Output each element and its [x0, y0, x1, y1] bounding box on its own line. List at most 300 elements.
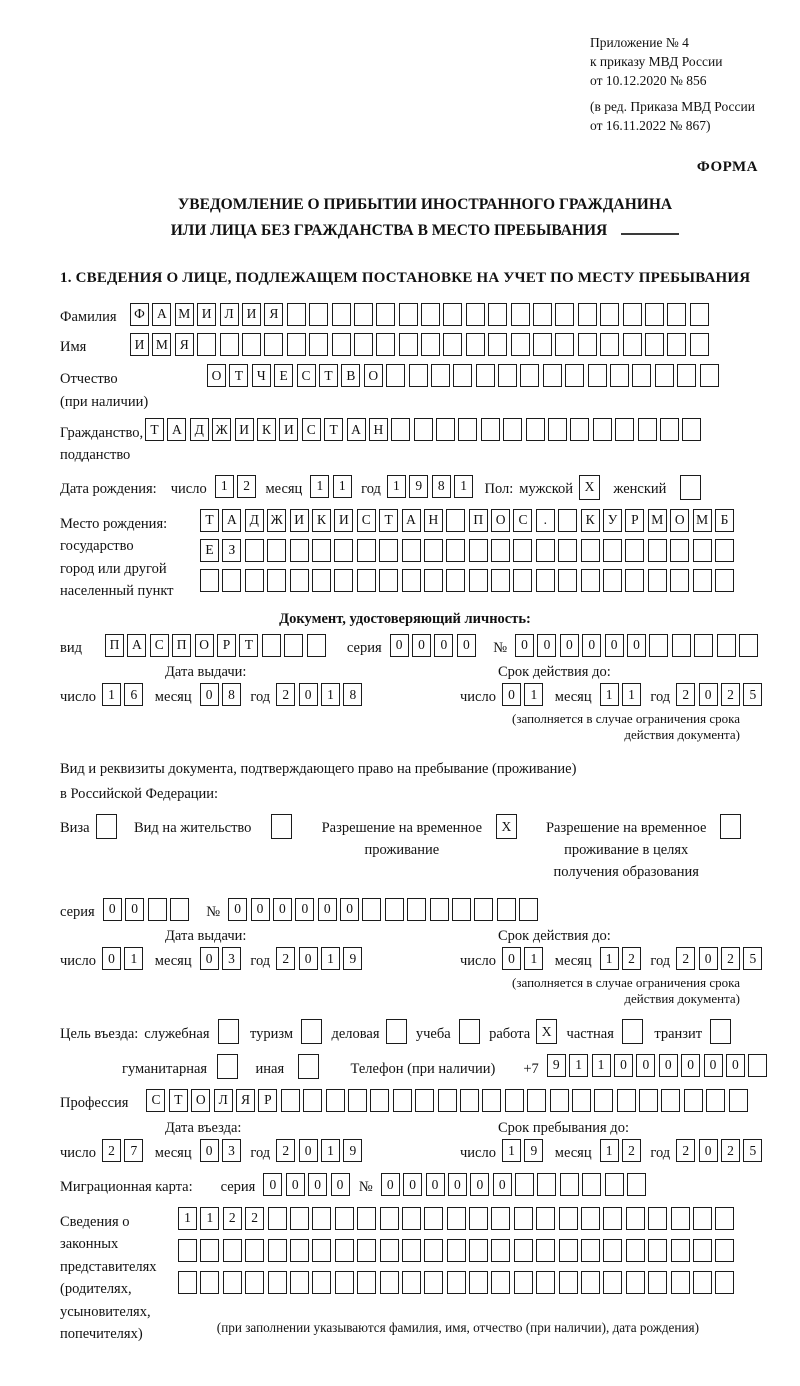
char-cell[interactable]	[443, 303, 462, 326]
char-cell[interactable]	[559, 1271, 578, 1294]
char-cell[interactable]	[264, 333, 283, 356]
char-cell[interactable]	[693, 569, 712, 592]
char-cell[interactable]: 1	[569, 1054, 588, 1077]
char-cell[interactable]	[268, 1239, 287, 1262]
char-cell[interactable]	[559, 1207, 578, 1230]
char-cell[interactable]: 0	[273, 898, 292, 921]
char-cell[interactable]: 1	[387, 475, 406, 498]
char-cell[interactable]: 1	[310, 475, 329, 498]
char-cell[interactable]	[334, 539, 353, 562]
surname-cells[interactable]	[130, 303, 712, 326]
char-cell[interactable]: М	[648, 509, 667, 532]
char-cell[interactable]: 1	[102, 683, 121, 706]
char-cell[interactable]	[667, 303, 686, 326]
char-cell[interactable]: 1	[124, 947, 143, 970]
char-cell[interactable]: Т	[379, 509, 398, 532]
char-cell[interactable]	[309, 303, 328, 326]
doc-number-cells[interactable]	[515, 634, 761, 657]
char-cell[interactable]: 9	[343, 947, 362, 970]
char-cell[interactable]	[312, 569, 331, 592]
char-cell[interactable]	[693, 1271, 712, 1294]
char-cell[interactable]	[617, 1089, 636, 1112]
char-cell[interactable]	[581, 1207, 600, 1230]
char-cell[interactable]: 5	[743, 1139, 762, 1162]
char-cell[interactable]: О	[491, 509, 510, 532]
char-cell[interactable]	[558, 569, 577, 592]
temp-residence-checkbox[interactable]	[496, 814, 520, 839]
char-cell[interactable]	[466, 333, 485, 356]
char-cell[interactable]	[581, 569, 600, 592]
char-cell[interactable]	[693, 1207, 712, 1230]
char-cell[interactable]	[693, 539, 712, 562]
char-cell[interactable]: 1	[524, 683, 543, 706]
char-cell[interactable]	[402, 539, 421, 562]
char-cell[interactable]: К	[581, 509, 600, 532]
char-cell[interactable]	[667, 333, 686, 356]
char-cell[interactable]: С	[513, 509, 532, 532]
char-cell[interactable]	[312, 1207, 331, 1230]
char-cell[interactable]: 1	[321, 947, 340, 970]
char-cell[interactable]	[555, 333, 574, 356]
char-cell[interactable]	[379, 569, 398, 592]
char-cell[interactable]	[312, 539, 331, 562]
sex-female-checkbox[interactable]	[680, 475, 704, 500]
char-cell[interactable]: С	[150, 634, 169, 657]
char-cell[interactable]	[267, 569, 286, 592]
char-cell[interactable]: Ж	[212, 418, 231, 441]
char-cell[interactable]: Ч	[252, 364, 271, 387]
char-cell[interactable]	[399, 333, 418, 356]
char-cell[interactable]: 0	[299, 683, 318, 706]
char-cell[interactable]: Н	[369, 418, 388, 441]
birth-place-row2-cells[interactable]	[200, 539, 737, 562]
char-cell[interactable]	[357, 569, 376, 592]
char-cell[interactable]	[533, 333, 552, 356]
char-cell[interactable]: 1	[600, 947, 619, 970]
char-cell[interactable]	[626, 1239, 645, 1262]
char-cell[interactable]: Е	[200, 539, 219, 562]
char-cell[interactable]: 0	[726, 1054, 745, 1077]
char-cell[interactable]	[648, 539, 667, 562]
char-cell[interactable]	[671, 1207, 690, 1230]
char-cell[interactable]: О	[191, 1089, 210, 1112]
char-cell[interactable]	[200, 1271, 219, 1294]
permit-issue-year-cells[interactable]	[276, 947, 366, 970]
permit-series-cells[interactable]	[103, 898, 193, 921]
char-cell[interactable]	[370, 1089, 389, 1112]
char-cell[interactable]	[648, 569, 667, 592]
char-cell[interactable]	[446, 569, 465, 592]
char-cell[interactable]	[627, 1173, 646, 1196]
char-cell[interactable]	[290, 569, 309, 592]
char-cell[interactable]	[610, 364, 629, 387]
char-cell[interactable]: 1	[524, 947, 543, 970]
char-cell[interactable]	[407, 898, 426, 921]
char-cell[interactable]: И	[242, 303, 261, 326]
char-cell[interactable]: 1	[600, 683, 619, 706]
char-cell[interactable]: Т	[169, 1089, 188, 1112]
char-cell[interactable]	[536, 539, 555, 562]
char-cell[interactable]	[376, 303, 395, 326]
stay-month-cells[interactable]	[600, 1139, 645, 1162]
char-cell[interactable]	[623, 333, 642, 356]
char-cell[interactable]	[581, 1271, 600, 1294]
char-cell[interactable]	[748, 1054, 767, 1077]
char-cell[interactable]	[533, 303, 552, 326]
char-cell[interactable]: 0	[502, 947, 521, 970]
char-cell[interactable]: 5	[743, 947, 762, 970]
patronymic-cells[interactable]	[207, 364, 722, 387]
char-cell[interactable]	[148, 898, 167, 921]
char-cell[interactable]: 9	[547, 1054, 566, 1077]
char-cell[interactable]	[357, 1239, 376, 1262]
char-cell[interactable]	[526, 418, 545, 441]
char-cell[interactable]: И	[235, 418, 254, 441]
char-cell[interactable]	[693, 1239, 712, 1262]
char-cell[interactable]	[638, 418, 657, 441]
char-cell[interactable]	[660, 418, 679, 441]
char-cell[interactable]: 2	[223, 1207, 242, 1230]
char-cell[interactable]: 0	[699, 947, 718, 970]
char-cell[interactable]	[511, 303, 530, 326]
char-cell[interactable]	[380, 1271, 399, 1294]
char-cell[interactable]	[503, 418, 522, 441]
doc-issue-day-cells[interactable]	[102, 683, 147, 706]
char-cell[interactable]	[402, 1271, 421, 1294]
char-cell[interactable]: X	[536, 1019, 557, 1044]
char-cell[interactable]	[684, 1089, 703, 1112]
char-cell[interactable]	[680, 475, 701, 500]
char-cell[interactable]: Я	[264, 303, 283, 326]
char-cell[interactable]: 0	[103, 898, 122, 921]
char-cell[interactable]: Д	[245, 509, 264, 532]
char-cell[interactable]	[603, 1207, 622, 1230]
char-cell[interactable]	[354, 303, 373, 326]
char-cell[interactable]	[268, 1207, 287, 1230]
char-cell[interactable]	[488, 333, 507, 356]
char-cell[interactable]: 1	[600, 1139, 619, 1162]
char-cell[interactable]: 0	[299, 1139, 318, 1162]
char-cell[interactable]	[558, 509, 577, 532]
char-cell[interactable]	[682, 418, 701, 441]
char-cell[interactable]	[474, 898, 493, 921]
char-cell[interactable]	[648, 1271, 667, 1294]
doc-valid-month-cells[interactable]	[600, 683, 645, 706]
char-cell[interactable]: И	[290, 509, 309, 532]
char-cell[interactable]: П	[105, 634, 124, 657]
char-cell[interactable]	[357, 1207, 376, 1230]
sex-male-checkbox[interactable]	[579, 475, 603, 500]
char-cell[interactable]	[623, 303, 642, 326]
doc-valid-year-cells[interactable]	[676, 683, 766, 706]
char-cell[interactable]	[267, 539, 286, 562]
char-cell[interactable]	[578, 333, 597, 356]
char-cell[interactable]: 0	[560, 634, 579, 657]
char-cell[interactable]: А	[402, 509, 421, 532]
purpose-transit-checkbox[interactable]	[710, 1019, 734, 1044]
char-cell[interactable]: Т	[145, 418, 164, 441]
char-cell[interactable]	[469, 539, 488, 562]
permit-valid-day-cells[interactable]	[502, 947, 547, 970]
char-cell[interactable]	[447, 1207, 466, 1230]
char-cell[interactable]: Т	[229, 364, 248, 387]
char-cell[interactable]: 9	[343, 1139, 362, 1162]
char-cell[interactable]: 1	[215, 475, 234, 498]
char-cell[interactable]	[298, 1054, 319, 1079]
char-cell[interactable]	[290, 1271, 309, 1294]
char-cell[interactable]	[565, 364, 584, 387]
char-cell[interactable]	[593, 418, 612, 441]
char-cell[interactable]: 0	[502, 683, 521, 706]
char-cell[interactable]	[217, 1054, 238, 1079]
char-cell[interactable]	[399, 303, 418, 326]
doc-issue-year-cells[interactable]	[276, 683, 366, 706]
char-cell[interactable]	[482, 1089, 501, 1112]
char-cell[interactable]	[466, 303, 485, 326]
char-cell[interactable]: С	[146, 1089, 165, 1112]
char-cell[interactable]: 0	[308, 1173, 327, 1196]
char-cell[interactable]: А	[222, 509, 241, 532]
char-cell[interactable]	[380, 1239, 399, 1262]
char-cell[interactable]	[307, 634, 326, 657]
residence-permit-checkbox[interactable]	[271, 814, 295, 839]
char-cell[interactable]: 0	[200, 947, 219, 970]
char-cell[interactable]: 2	[276, 1139, 295, 1162]
char-cell[interactable]	[491, 1271, 510, 1294]
char-cell[interactable]	[715, 1239, 734, 1262]
char-cell[interactable]: 2	[721, 947, 740, 970]
char-cell[interactable]	[430, 898, 449, 921]
char-cell[interactable]: 2	[245, 1207, 264, 1230]
char-cell[interactable]	[537, 1173, 556, 1196]
char-cell[interactable]	[469, 1239, 488, 1262]
char-cell[interactable]: 0	[331, 1173, 350, 1196]
char-cell[interactable]	[570, 418, 589, 441]
char-cell[interactable]: В	[341, 364, 360, 387]
char-cell[interactable]	[421, 333, 440, 356]
char-cell[interactable]	[558, 539, 577, 562]
char-cell[interactable]: 1	[454, 475, 473, 498]
legal-reps-row3-cells[interactable]	[178, 1271, 738, 1294]
char-cell[interactable]	[625, 569, 644, 592]
char-cell[interactable]	[271, 814, 292, 839]
char-cell[interactable]	[223, 1239, 242, 1262]
permit-number-cells[interactable]	[228, 898, 541, 921]
char-cell[interactable]: 0	[390, 634, 409, 657]
char-cell[interactable]	[600, 333, 619, 356]
birth-place-row1-cells[interactable]	[200, 509, 737, 532]
char-cell[interactable]: 2	[276, 947, 295, 970]
char-cell[interactable]: 2	[102, 1139, 121, 1162]
char-cell[interactable]	[694, 634, 713, 657]
char-cell[interactable]: 3	[222, 947, 241, 970]
purpose-work-checkbox[interactable]	[536, 1019, 560, 1044]
char-cell[interactable]: 1	[321, 1139, 340, 1162]
char-cell[interactable]	[715, 569, 734, 592]
char-cell[interactable]: Л	[220, 303, 239, 326]
char-cell[interactable]	[354, 333, 373, 356]
char-cell[interactable]: О	[207, 364, 226, 387]
char-cell[interactable]	[632, 364, 651, 387]
char-cell[interactable]	[560, 1173, 579, 1196]
char-cell[interactable]: О	[195, 634, 214, 657]
char-cell[interactable]	[536, 1271, 555, 1294]
char-cell[interactable]: 0	[263, 1173, 282, 1196]
char-cell[interactable]	[603, 1271, 622, 1294]
char-cell[interactable]	[443, 333, 462, 356]
stay-year-cells[interactable]	[676, 1139, 766, 1162]
char-cell[interactable]: 0	[605, 634, 624, 657]
char-cell[interactable]: 0	[614, 1054, 633, 1077]
char-cell[interactable]	[348, 1089, 367, 1112]
char-cell[interactable]	[170, 898, 189, 921]
char-cell[interactable]	[453, 364, 472, 387]
char-cell[interactable]	[218, 1019, 239, 1044]
char-cell[interactable]: 1	[178, 1207, 197, 1230]
char-cell[interactable]	[715, 1271, 734, 1294]
char-cell[interactable]: 0	[681, 1054, 700, 1077]
char-cell[interactable]: 0	[102, 947, 121, 970]
char-cell[interactable]	[357, 1271, 376, 1294]
char-cell[interactable]: Б	[715, 509, 734, 532]
char-cell[interactable]: К	[312, 509, 331, 532]
char-cell[interactable]	[281, 1089, 300, 1112]
char-cell[interactable]	[690, 303, 709, 326]
char-cell[interactable]: 1	[622, 683, 641, 706]
char-cell[interactable]	[242, 333, 261, 356]
char-cell[interactable]: И	[279, 418, 298, 441]
char-cell[interactable]: 1	[592, 1054, 611, 1077]
char-cell[interactable]: У	[603, 509, 622, 532]
char-cell[interactable]	[380, 1207, 399, 1230]
char-cell[interactable]	[447, 1271, 466, 1294]
purpose-study-checkbox[interactable]	[459, 1019, 483, 1044]
char-cell[interactable]: 1	[502, 1139, 521, 1162]
purpose-humanitarian-checkbox[interactable]	[217, 1054, 241, 1079]
char-cell[interactable]	[476, 364, 495, 387]
char-cell[interactable]	[357, 539, 376, 562]
legal-reps-row1-cells[interactable]	[178, 1207, 738, 1230]
birth-year-cells[interactable]	[387, 475, 477, 498]
char-cell[interactable]	[379, 539, 398, 562]
citizenship-cells[interactable]	[145, 418, 705, 441]
char-cell[interactable]	[424, 569, 443, 592]
char-cell[interactable]	[245, 1239, 264, 1262]
char-cell[interactable]	[670, 539, 689, 562]
stay-day-cells[interactable]	[502, 1139, 547, 1162]
char-cell[interactable]: Ф	[130, 303, 149, 326]
char-cell[interactable]	[200, 1239, 219, 1262]
char-cell[interactable]	[594, 1089, 613, 1112]
char-cell[interactable]	[615, 418, 634, 441]
char-cell[interactable]	[469, 1271, 488, 1294]
char-cell[interactable]	[550, 1089, 569, 1112]
char-cell[interactable]: 0	[286, 1173, 305, 1196]
char-cell[interactable]	[268, 1271, 287, 1294]
char-cell[interactable]	[459, 1019, 480, 1044]
char-cell[interactable]	[515, 1173, 534, 1196]
char-cell[interactable]	[309, 333, 328, 356]
char-cell[interactable]: 3	[222, 1139, 241, 1162]
char-cell[interactable]	[536, 1207, 555, 1230]
entry-day-cells[interactable]	[102, 1139, 147, 1162]
char-cell[interactable]: М	[693, 509, 712, 532]
visa-checkbox[interactable]	[96, 814, 120, 839]
char-cell[interactable]	[497, 898, 516, 921]
permit-valid-year-cells[interactable]	[676, 947, 766, 970]
char-cell[interactable]: X	[579, 475, 600, 500]
char-cell[interactable]: 0	[426, 1173, 445, 1196]
char-cell[interactable]	[671, 1239, 690, 1262]
char-cell[interactable]: 1	[200, 1207, 219, 1230]
char-cell[interactable]: Р	[258, 1089, 277, 1112]
char-cell[interactable]	[600, 303, 619, 326]
char-cell[interactable]: 0	[412, 634, 431, 657]
char-cell[interactable]	[178, 1239, 197, 1262]
char-cell[interactable]: Л	[214, 1089, 233, 1112]
purpose-other-checkbox[interactable]	[298, 1054, 322, 1079]
char-cell[interactable]	[447, 1239, 466, 1262]
char-cell[interactable]	[301, 1019, 322, 1044]
char-cell[interactable]	[385, 898, 404, 921]
char-cell[interactable]: 0	[299, 947, 318, 970]
char-cell[interactable]	[572, 1089, 591, 1112]
char-cell[interactable]: П	[172, 634, 191, 657]
char-cell[interactable]	[581, 539, 600, 562]
char-cell[interactable]	[700, 364, 719, 387]
char-cell[interactable]: Т	[239, 634, 258, 657]
char-cell[interactable]	[645, 303, 664, 326]
char-cell[interactable]	[245, 539, 264, 562]
char-cell[interactable]	[287, 303, 306, 326]
char-cell[interactable]: З	[222, 539, 241, 562]
char-cell[interactable]	[513, 569, 532, 592]
char-cell[interactable]	[334, 569, 353, 592]
char-cell[interactable]: 2	[676, 683, 695, 706]
char-cell[interactable]: Я	[175, 333, 194, 356]
char-cell[interactable]	[223, 1271, 242, 1294]
char-cell[interactable]: 2	[721, 1139, 740, 1162]
char-cell[interactable]	[312, 1239, 331, 1262]
char-cell[interactable]: 6	[124, 683, 143, 706]
char-cell[interactable]	[648, 1207, 667, 1230]
char-cell[interactable]: 0	[340, 898, 359, 921]
char-cell[interactable]	[303, 1089, 322, 1112]
char-cell[interactable]	[362, 898, 381, 921]
char-cell[interactable]	[514, 1207, 533, 1230]
doc-series-cells[interactable]	[390, 634, 480, 657]
char-cell[interactable]	[514, 1271, 533, 1294]
char-cell[interactable]: 2	[276, 683, 295, 706]
char-cell[interactable]	[488, 303, 507, 326]
char-cell[interactable]: 0	[251, 898, 270, 921]
char-cell[interactable]	[603, 569, 622, 592]
char-cell[interactable]	[505, 1089, 524, 1112]
given-name-cells[interactable]	[130, 333, 712, 356]
char-cell[interactable]	[290, 1207, 309, 1230]
char-cell[interactable]	[469, 569, 488, 592]
char-cell[interactable]	[414, 418, 433, 441]
char-cell[interactable]: 0	[627, 634, 646, 657]
char-cell[interactable]	[625, 539, 644, 562]
migration-number-cells[interactable]	[381, 1173, 650, 1196]
char-cell[interactable]	[603, 1239, 622, 1262]
char-cell[interactable]: Р	[625, 509, 644, 532]
char-cell[interactable]	[245, 1271, 264, 1294]
char-cell[interactable]	[605, 1173, 624, 1196]
char-cell[interactable]	[671, 1271, 690, 1294]
char-cell[interactable]	[527, 1089, 546, 1112]
